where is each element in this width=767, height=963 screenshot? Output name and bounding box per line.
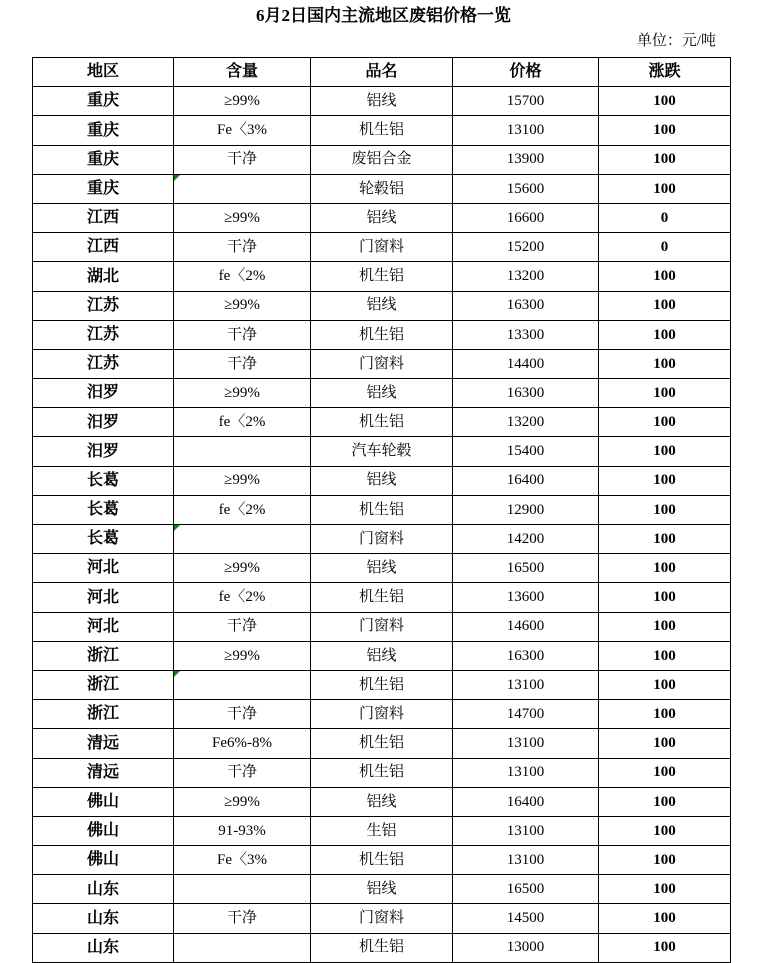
cell-content [174,525,311,554]
cell-product: 机生铝 [311,670,453,699]
cell-change: 100 [599,466,731,495]
table-row [33,408,731,437]
cell-change: 100 [599,320,731,349]
cell-price: 13100 [453,846,599,875]
cell-content: ≥99% [174,641,311,670]
cell-price: 14200 [453,525,599,554]
cell-price: 16300 [453,379,599,408]
cell-product: 铝线 [311,203,453,232]
cell-change: 100 [599,145,731,174]
cell-change: 100 [599,291,731,320]
cell-product: 机生铝 [311,933,453,962]
cell-content: 干净 [174,320,311,349]
cell-region: 重庆 [33,87,174,116]
table-row [33,233,731,262]
cell-change: 100 [599,641,731,670]
table-row [33,729,731,758]
cell-region: 佛山 [33,816,174,845]
cell-region: 浙江 [33,670,174,699]
cell-price: 13000 [453,933,599,962]
cell-change: 100 [599,495,731,524]
cell-region: 江苏 [33,320,174,349]
cell-price: 15400 [453,437,599,466]
cell-region: 浙江 [33,700,174,729]
cell-price: 15700 [453,87,599,116]
table-row [33,349,731,378]
cell-region: 山东 [33,875,174,904]
column-header-product: 品名 [311,58,453,87]
table-row [33,379,731,408]
cell-change: 100 [599,349,731,378]
cell-content: fe〈2% [174,262,311,291]
cell-price: 14600 [453,612,599,641]
cell-region: 汨罗 [33,437,174,466]
table-row [33,846,731,875]
cell-region: 河北 [33,583,174,612]
cell-change: 100 [599,904,731,933]
cell-product: 铝线 [311,787,453,816]
cell-price: 14700 [453,700,599,729]
table-row [33,291,731,320]
cell-change: 100 [599,700,731,729]
cell-product: 机生铝 [311,758,453,787]
cell-product: 门窗料 [311,525,453,554]
column-header-content: 含量 [174,58,311,87]
cell-change: 100 [599,116,731,145]
cell-region: 长葛 [33,466,174,495]
table-row [33,174,731,203]
cell-product: 机生铝 [311,408,453,437]
table-row [33,466,731,495]
cell-price: 15600 [453,174,599,203]
cell-region: 佛山 [33,787,174,816]
column-header-region: 地区 [33,58,174,87]
table-row [33,612,731,641]
cell-change: 0 [599,203,731,232]
table-row [33,320,731,349]
cell-price: 16500 [453,875,599,904]
table-body [33,87,731,963]
table-row [33,525,731,554]
column-header-price: 价格 [453,58,599,87]
cell-content: 干净 [174,349,311,378]
cell-price: 13300 [453,320,599,349]
cell-product: 门窗料 [311,904,453,933]
cell-content: ≥99% [174,379,311,408]
cell-content: 干净 [174,233,311,262]
cell-price: 13200 [453,262,599,291]
cell-price: 13100 [453,670,599,699]
cell-product: 门窗料 [311,349,453,378]
cell-price: 16300 [453,291,599,320]
table-row [33,145,731,174]
cell-region: 长葛 [33,495,174,524]
cell-change: 100 [599,174,731,203]
cell-region: 江苏 [33,291,174,320]
cell-price: 13200 [453,408,599,437]
cell-price: 13100 [453,729,599,758]
cell-product: 门窗料 [311,700,453,729]
table-row [33,904,731,933]
cell-content [174,670,311,699]
cell-change: 100 [599,670,731,699]
cell-product: 机生铝 [311,495,453,524]
cell-content: fe〈2% [174,495,311,524]
table-row [33,87,731,116]
cell-product: 门窗料 [311,612,453,641]
cell-product: 机生铝 [311,320,453,349]
table-row [33,554,731,583]
cell-change: 100 [599,933,731,962]
cell-product: 铝线 [311,466,453,495]
cell-region: 河北 [33,554,174,583]
table-row [33,933,731,962]
cell-price: 16600 [453,203,599,232]
cell-change: 100 [599,816,731,845]
cell-change: 100 [599,437,731,466]
cell-price: 13600 [453,583,599,612]
cell-content: Fe〈3% [174,846,311,875]
unit-note: 单位：元/吨 [636,33,716,49]
cell-content: 干净 [174,145,311,174]
cell-content: ≥99% [174,554,311,583]
cell-content [174,437,311,466]
cell-change: 100 [599,612,731,641]
table-row [33,787,731,816]
table-row [33,875,731,904]
cell-content: 干净 [174,612,311,641]
cell-change: 100 [599,379,731,408]
column-header-change: 涨跌 [599,58,731,87]
cell-region: 清远 [33,729,174,758]
cell-change: 100 [599,729,731,758]
cell-change: 0 [599,233,731,262]
page-title: 6月2日国内主流地区废铝价格一览 [256,6,511,25]
cell-price: 16300 [453,641,599,670]
cell-product: 铝线 [311,554,453,583]
cell-content: 91-93% [174,816,311,845]
cell-price: 13100 [453,116,599,145]
cell-price: 12900 [453,495,599,524]
cell-product: 废铝合金 [311,145,453,174]
cell-product: 汽车轮毂 [311,437,453,466]
cell-product: 生铝 [311,816,453,845]
cell-content: ≥99% [174,87,311,116]
cell-change: 100 [599,262,731,291]
cell-change: 100 [599,787,731,816]
cell-region: 江西 [33,233,174,262]
cell-product: 铝线 [311,291,453,320]
cell-change: 100 [599,408,731,437]
cell-region: 山东 [33,933,174,962]
cell-product: 轮毂铝 [311,174,453,203]
table-row [33,116,731,145]
cell-price: 13900 [453,145,599,174]
cell-product: 铝线 [311,875,453,904]
table-row [33,758,731,787]
cell-change: 100 [599,554,731,583]
table-row [33,670,731,699]
cell-region: 重庆 [33,116,174,145]
cell-change: 100 [599,875,731,904]
cell-content: ≥99% [174,291,311,320]
cell-product: 铝线 [311,379,453,408]
table-row [33,495,731,524]
cell-price: 16500 [453,554,599,583]
cell-change: 100 [599,525,731,554]
table-row [33,700,731,729]
table-row [33,816,731,845]
cell-product: 机生铝 [311,846,453,875]
cell-region: 河北 [33,612,174,641]
cell-price: 13100 [453,758,599,787]
cell-change: 100 [599,87,731,116]
table-row [33,203,731,232]
cell-region: 江苏 [33,349,174,378]
cell-content: ≥99% [174,466,311,495]
cell-product: 机生铝 [311,583,453,612]
cell-content: 干净 [174,758,311,787]
cell-content [174,174,311,203]
cell-product: 门窗料 [311,233,453,262]
table-header-row [33,58,731,87]
table-row [33,583,731,612]
cell-price: 14500 [453,904,599,933]
cell-product: 铝线 [311,87,453,116]
cell-content: Fe〈3% [174,116,311,145]
cell-content: fe〈2% [174,408,311,437]
cell-region: 佛山 [33,846,174,875]
cell-content: ≥99% [174,203,311,232]
table-row [33,437,731,466]
cell-region: 清远 [33,758,174,787]
table-row [33,641,731,670]
cell-product: 机生铝 [311,262,453,291]
cell-content: fe〈2% [174,583,311,612]
cell-change: 100 [599,583,731,612]
cell-region: 汨罗 [33,379,174,408]
cell-content: 干净 [174,700,311,729]
cell-region: 湖北 [33,262,174,291]
cell-region: 山东 [33,904,174,933]
cell-region: 江西 [33,203,174,232]
cell-content: 干净 [174,904,311,933]
cell-product: 铝线 [311,641,453,670]
cell-content: ≥99% [174,787,311,816]
cell-content [174,875,311,904]
cell-price: 14400 [453,349,599,378]
cell-content [174,933,311,962]
cell-product: 机生铝 [311,729,453,758]
cell-region: 重庆 [33,174,174,203]
cell-price: 13100 [453,816,599,845]
cell-content: Fe6%-8% [174,729,311,758]
cell-region: 重庆 [33,145,174,174]
table-row [33,262,731,291]
cell-change: 100 [599,846,731,875]
cell-region: 汨罗 [33,408,174,437]
cell-price: 16400 [453,466,599,495]
scrap-aluminum-price-table [32,57,731,963]
cell-product: 机生铝 [311,116,453,145]
cell-price: 16400 [453,787,599,816]
cell-region: 浙江 [33,641,174,670]
cell-price: 15200 [453,233,599,262]
cell-region: 长葛 [33,525,174,554]
cell-change: 100 [599,758,731,787]
